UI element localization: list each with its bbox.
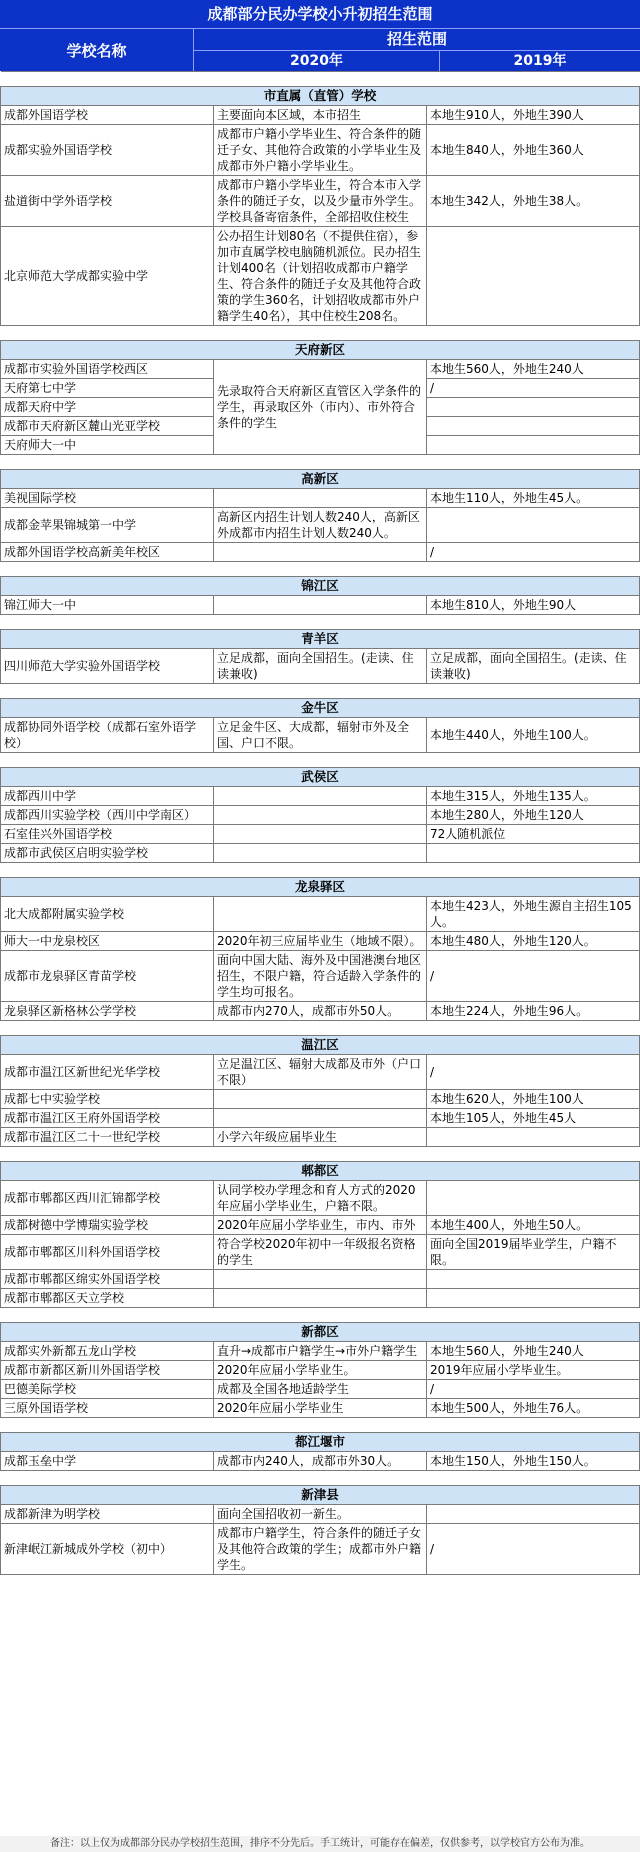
gap-cell xyxy=(1,615,640,630)
district-row xyxy=(1,699,640,718)
admissions-table xyxy=(0,71,640,1575)
school-name-cell: 美视国际学校 xyxy=(1,489,214,508)
scope-2019-cell: 本地生423人，外地生源自主招生105人。 xyxy=(427,897,640,932)
page-title: 成都部分民办学校小升初招生范围 xyxy=(0,0,640,29)
table-row xyxy=(1,806,640,825)
school-name-cell: 三原外国语学校 xyxy=(1,1399,214,1418)
school-name-cell: 师大一中龙泉校区 xyxy=(1,932,214,951)
school-name-cell: 成都市郫都区西川汇锦都学校 xyxy=(1,1181,214,1216)
scope-2020-cell: 成都市户籍小学毕业生，符合本市入学条件的随迁子女，以及少量市外学生。学校具备寄宿条件，全部招收住校生 xyxy=(214,176,427,227)
scope-2020-cell: 主要面向本区域，本市招生 xyxy=(214,106,427,125)
scope-2020-cell: 立足温江区、辐射大成都及市外（户口不限） xyxy=(214,1055,427,1090)
scope-2020-cell: 成都市户籍学生，符合条件的随迁子女及其他符合政策的学生；成都市外户籍学生。 xyxy=(214,1524,427,1575)
section-gap xyxy=(1,1308,640,1323)
school-name-cell: 成都西川中学 xyxy=(1,787,214,806)
scope-2020-cell xyxy=(214,806,427,825)
district-name: 金牛区 xyxy=(1,699,640,718)
scope-2019-cell: 面向全国2019届毕业学生，户籍不限。 xyxy=(427,1235,640,1270)
table-row xyxy=(1,1270,640,1289)
section-gap xyxy=(1,1147,640,1162)
school-name-cell: 成都市郫都区川科外国语学校 xyxy=(1,1235,214,1270)
gap-cell xyxy=(1,863,640,878)
scope-2019-cell xyxy=(427,1128,640,1147)
school-name-cell: 成都实外新都五龙山学校 xyxy=(1,1342,214,1361)
scope-2019-cell: 本地生342人，外地生38人。 xyxy=(427,176,640,227)
table-row xyxy=(1,1002,640,1021)
school-name-cell: 盐道街中学外语学校 xyxy=(1,176,214,227)
scope-2020-cell: 成都市内270人，成都市外50人。 xyxy=(214,1002,427,1021)
scope-2020-cell: 立足成都，面向全国招生。(走读、住读兼收) xyxy=(214,649,427,684)
scope-2019-cell xyxy=(427,398,640,417)
school-name-cell: 锦江师大一中 xyxy=(1,596,214,615)
school-name-cell: 成都市龙泉驿区青苗学校 xyxy=(1,951,214,1002)
table-row xyxy=(1,932,640,951)
scope-2019-cell: 本地生560人，外地生240人 xyxy=(427,1342,640,1361)
table-row xyxy=(1,844,640,863)
scope-2019-cell: 72人随机派位 xyxy=(427,825,640,844)
scope-2020-cell: 符合学校2020年初中一年级报名资格的学生 xyxy=(214,1235,427,1270)
scope-2020-cell xyxy=(214,1090,427,1109)
district-name: 都江堰市 xyxy=(1,1433,640,1452)
scope-2020-cell xyxy=(214,489,427,508)
school-name-cell: 天府第七中学 xyxy=(1,379,214,398)
gap-cell xyxy=(1,1418,640,1433)
scope-2019-cell: 本地生840人，外地生360人 xyxy=(427,125,640,176)
scope-2020-cell: 直升→成都市户籍学生→市外户籍学生 xyxy=(214,1342,427,1361)
section-gap xyxy=(1,684,640,699)
gap-cell xyxy=(1,562,640,577)
table-row xyxy=(1,951,640,1002)
school-name-cell: 新津岷江新城成外学校（初中） xyxy=(1,1524,214,1575)
gap-cell xyxy=(1,1147,640,1162)
table-row xyxy=(1,543,640,562)
scope-2020-cell: 公办招生计划80名（不提供住宿），参加市直属学校电脑随机派位。民办招生计划400名（计划招收成都市户籍学生、符合条件的随迁子女及其他符合政策的学生360名，计划招收成都市外户籍学生40名），其中住校生208名。 xyxy=(214,227,427,326)
section-gap xyxy=(1,455,640,470)
scope-2019-cell xyxy=(427,508,640,543)
district-row xyxy=(1,1433,640,1452)
table-row xyxy=(1,360,640,379)
scope-2020-cell: 认同学校办学理念和育人方式的2020年应届小学毕业生，户籍不限。 xyxy=(214,1181,427,1216)
district-name: 郫都区 xyxy=(1,1162,640,1181)
school-name-cell: 成都七中实验学校 xyxy=(1,1090,214,1109)
scope-2019-cell: 本地生400人，外地生50人。 xyxy=(427,1216,640,1235)
school-name-cell: 北京师范大学成都实验中学 xyxy=(1,227,214,326)
table-row xyxy=(1,825,640,844)
school-name-cell: 成都实验外国语学校 xyxy=(1,125,214,176)
school-name-cell: 成都市温江区新世纪光华学校 xyxy=(1,1055,214,1090)
district-row xyxy=(1,768,640,787)
table-row xyxy=(1,1128,640,1147)
scope-2020-cell: 面向全国招收初一新生。 xyxy=(214,1505,427,1524)
school-name-cell: 成都天府中学 xyxy=(1,398,214,417)
district-name: 市直属（直管）学校 xyxy=(1,87,640,106)
table-row xyxy=(1,106,640,125)
scope-2019-cell xyxy=(427,417,640,436)
scope-2019-cell: / xyxy=(427,1380,640,1399)
section-gap xyxy=(1,1418,640,1433)
school-name-cell: 成都外国语学校高新美年校区 xyxy=(1,543,214,562)
scope-2019-cell: 本地生480人，外地生120人。 xyxy=(427,932,640,951)
district-name: 新都区 xyxy=(1,1323,640,1342)
gap-cell xyxy=(1,455,640,470)
scope-2020-cell: 先录取符合天府新区直管区入学条件的学生，再录取区外（市内）、市外符合条件的学生 xyxy=(214,360,427,455)
school-name-cell: 成都外国语学校 xyxy=(1,106,214,125)
table-row xyxy=(1,1380,640,1399)
scope-2019-cell xyxy=(427,1270,640,1289)
district-name: 高新区 xyxy=(1,470,640,489)
table-row xyxy=(1,649,640,684)
table-row xyxy=(1,1524,640,1575)
table-row xyxy=(1,1399,640,1418)
school-name-cell: 成都市温江区二十一世纪学校 xyxy=(1,1128,214,1147)
scope-2019-cell: 本地生620人，外地生100人 xyxy=(427,1090,640,1109)
scope-2019-cell: 本地生280人，外地生120人 xyxy=(427,806,640,825)
school-name-cell: 北大成都附属实验学校 xyxy=(1,897,214,932)
scope-2020-cell xyxy=(214,596,427,615)
school-name-cell: 成都协同外语学校（成都石室外语学校） xyxy=(1,718,214,753)
scope-2019-cell: 本地生560人，外地生240人 xyxy=(427,360,640,379)
scope-2020-cell: 2020年初三应届毕业生（地域不限）。 xyxy=(214,932,427,951)
gap-cell xyxy=(1,1021,640,1036)
scope-2020-cell: 小学六年级应届毕业生 xyxy=(214,1128,427,1147)
scope-2019-cell: / xyxy=(427,1524,640,1575)
scope-2020-cell xyxy=(214,787,427,806)
scope-2019-cell: 本地生150人，外地生150人。 xyxy=(427,1452,640,1471)
scope-2019-cell xyxy=(427,1181,640,1216)
scope-2019-cell: / xyxy=(427,1055,640,1090)
column-header-2020: 2020年 xyxy=(194,51,440,71)
table-row xyxy=(1,1361,640,1380)
table-row xyxy=(1,1055,640,1090)
school-name-cell: 成都树德中学博瑞实验学校 xyxy=(1,1216,214,1235)
scope-2020-cell xyxy=(214,1109,427,1128)
scope-2019-cell: / xyxy=(427,951,640,1002)
district-row xyxy=(1,1036,640,1055)
table-row xyxy=(1,125,640,176)
table-row xyxy=(1,1090,640,1109)
scope-2020-cell xyxy=(214,897,427,932)
gap-cell xyxy=(1,72,640,87)
district-row xyxy=(1,341,640,360)
table-row xyxy=(1,718,640,753)
scope-2020-cell: 成都市户籍小学毕业生、符合条件的随迁子女、其他符合政策的小学毕业生及成都市外户籍小学毕业生。 xyxy=(214,125,427,176)
scope-2019-cell: / xyxy=(427,379,640,398)
scope-2019-cell: 立足成都，面向全国招生。(走读、住读兼收) xyxy=(427,649,640,684)
scope-2020-cell: 面向中国大陆、海外及中国港澳台地区招生，不限户籍，符合适龄入学条件的学生均可报名。 xyxy=(214,951,427,1002)
district-name: 温江区 xyxy=(1,1036,640,1055)
school-name-cell: 成都玉垒中学 xyxy=(1,1452,214,1471)
table-row xyxy=(1,596,640,615)
table-row xyxy=(1,176,640,227)
scope-2019-cell xyxy=(427,1289,640,1308)
table-row xyxy=(1,489,640,508)
column-header-2019: 2019年 xyxy=(513,53,567,69)
district-row xyxy=(1,1486,640,1505)
gap-cell xyxy=(1,1471,640,1486)
gap-cell xyxy=(1,326,640,341)
table-row xyxy=(1,227,640,326)
table-row xyxy=(1,1289,640,1308)
school-name-cell: 成都金苹果锦城第一中学 xyxy=(1,508,214,543)
column-header-scope: 招生范围 xyxy=(194,29,640,51)
section-gap xyxy=(1,753,640,768)
scope-2019-cell: 本地生810人，外地生90人 xyxy=(427,596,640,615)
section-gap xyxy=(1,615,640,630)
district-row xyxy=(1,878,640,897)
admissions-table-body xyxy=(1,72,640,1575)
table-row xyxy=(1,1452,640,1471)
school-name-cell: 成都市武侯区启明实验学校 xyxy=(1,844,214,863)
table-row xyxy=(1,1505,640,1524)
scope-2019-cell: 本地生500人，外地生76人。 xyxy=(427,1399,640,1418)
scope-2019-cell xyxy=(427,227,640,326)
footnote: 备注：以上仅为成都部分民办学校招生范围，排序不分先后。手工统计，可能存在偏差，仅供参考，以学校官方公布为准。 xyxy=(0,1836,640,1852)
district-name: 龙泉驿区 xyxy=(1,878,640,897)
table-row xyxy=(1,1216,640,1235)
school-name-cell: 成都西川实验学校（西川中学南区） xyxy=(1,806,214,825)
school-name-cell: 成都新津为明学校 xyxy=(1,1505,214,1524)
district-row xyxy=(1,87,640,106)
column-header-school-name: 学校名称 xyxy=(0,29,194,71)
scope-2020-cell xyxy=(214,1270,427,1289)
district-name: 天府新区 xyxy=(1,341,640,360)
section-gap xyxy=(1,1021,640,1036)
district-name: 锦江区 xyxy=(1,577,640,596)
table-row xyxy=(1,1181,640,1216)
scope-2019-cell: / xyxy=(427,543,640,562)
school-name-cell: 成都市新都区新川外国语学校 xyxy=(1,1361,214,1380)
school-name-cell: 石室佳兴外国语学校 xyxy=(1,825,214,844)
table-row xyxy=(1,508,640,543)
table-row xyxy=(1,1342,640,1361)
school-name-cell: 成都市实验外国语学校西区 xyxy=(1,360,214,379)
district-name: 武侯区 xyxy=(1,768,640,787)
table-row xyxy=(1,1235,640,1270)
school-name-cell: 成都市温江区王府外国语学校 xyxy=(1,1109,214,1128)
scope-2020-cell: 成都及全国各地适龄学生 xyxy=(214,1380,427,1399)
school-name-cell: 成都市天府新区麓山光亚学校 xyxy=(1,417,214,436)
section-gap xyxy=(1,1471,640,1486)
scope-2019-cell: 本地生440人，外地生100人。 xyxy=(427,718,640,753)
scope-2020-cell: 成都市内240人，成都市外30人。 xyxy=(214,1452,427,1471)
scope-2019-cell xyxy=(427,436,640,455)
scope-2019-cell: 本地生315人，外地生135人。 xyxy=(427,787,640,806)
school-name-cell: 成都市郫都区天立学校 xyxy=(1,1289,214,1308)
school-name-cell: 龙泉驿区新格林公学学校 xyxy=(1,1002,214,1021)
gap-cell xyxy=(1,684,640,699)
school-name-cell: 天府师大一中 xyxy=(1,436,214,455)
scope-2019-cell: 本地生110人，外地生45人。 xyxy=(427,489,640,508)
gap-cell xyxy=(1,753,640,768)
scope-2020-cell: 2020年应届小学毕业生，市内、市外 xyxy=(214,1216,427,1235)
school-name-cell: 成都市郫都区绵实外国语学校 xyxy=(1,1270,214,1289)
scope-2020-cell: 高新区内招生计划人数240人，高新区外成都市内招生计划人数240人。 xyxy=(214,508,427,543)
scope-2020-cell xyxy=(214,1289,427,1308)
district-row xyxy=(1,470,640,489)
table-header xyxy=(0,0,640,71)
district-name: 青羊区 xyxy=(1,630,640,649)
scope-2020-cell: 2020年应届小学毕业生。 xyxy=(214,1361,427,1380)
scope-2019-cell: 本地生224人，外地生96人。 xyxy=(427,1002,640,1021)
section-gap xyxy=(1,326,640,341)
table-row xyxy=(1,897,640,932)
district-row xyxy=(1,1162,640,1181)
section-gap xyxy=(1,562,640,577)
district-row xyxy=(1,630,640,649)
school-name-cell: 四川师范大学实验外国语学校 xyxy=(1,649,214,684)
scope-2019-cell: 本地生910人，外地生390人 xyxy=(427,106,640,125)
scope-2019-cell: 2019年应届小学毕业生。 xyxy=(427,1361,640,1380)
scope-2020-cell xyxy=(214,543,427,562)
district-name: 新津县 xyxy=(1,1486,640,1505)
scope-2019-cell: 本地生105人，外地生45人 xyxy=(427,1109,640,1128)
section-gap xyxy=(1,863,640,878)
table-row xyxy=(1,1109,640,1128)
table-row xyxy=(1,787,640,806)
scope-2020-cell: 立足金牛区、大成都，辐射市外及全国、户口不限。 xyxy=(214,718,427,753)
district-row xyxy=(1,577,640,596)
scope-2020-cell xyxy=(214,844,427,863)
section-gap xyxy=(1,72,640,87)
scope-2019-cell xyxy=(427,1505,640,1524)
scope-2020-cell: 2020年应届小学毕业生 xyxy=(214,1399,427,1418)
scope-2019-cell xyxy=(427,844,640,863)
district-row xyxy=(1,1323,640,1342)
gap-cell xyxy=(1,1308,640,1323)
school-name-cell: 巴德美际学校 xyxy=(1,1380,214,1399)
scope-2020-cell xyxy=(214,825,427,844)
